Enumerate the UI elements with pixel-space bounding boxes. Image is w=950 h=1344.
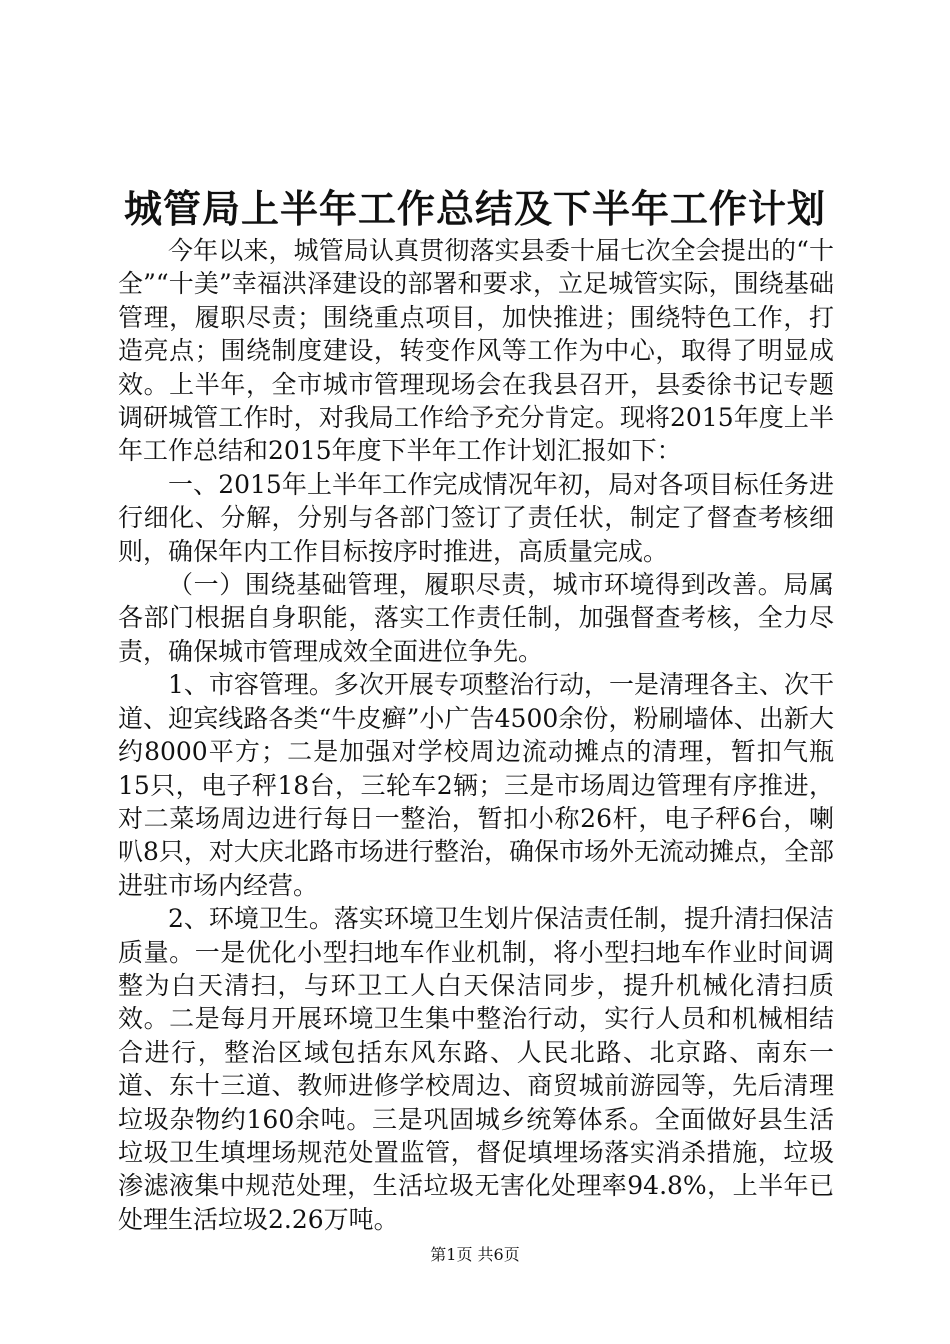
paragraph-city-appearance: 1、市容管理。多次开展专项整治行动，一是清理各主、次干道、迎宾线路各类“牛皮癣”小广告4500余份，粉刷墙体、出新大约8000平方；二是加强对学校周边流动摊点的清理，暂扣气瓶15只，电子秤18台，三轮车2辆；三是市场周边管理有序推进，对二菜场周边进行每日一整治，暂扣小称26杆，电子秤6台，喇叭8只，对大庆北路市场进行整治，确保市场外无流动摊点，全部进驻市场内经营。 xyxy=(118,670,834,900)
document-title: 城管局上半年工作总结及下半年工作计划 xyxy=(123,186,826,231)
page-footer xyxy=(0,1244,950,1266)
page-number-label: 第1页 共6页 xyxy=(430,1245,520,1264)
document-body xyxy=(118,234,834,1236)
paragraph-environmental-sanitation: 2、环境卫生。落实环境卫生划片保洁责任制，提升清扫保洁质量。一是优化小型扫地车作业机制，将小型扫地车作业时间调整为白天清扫，与环卫工人白天保洁同步，提升机械化清扫质效。二是每月开展环境卫生集中整治行动，实行人员和机械相结合进行，整治区域包括东风东路、人民北路、北京路、南东一道、东十三道、教师进修学校周边、商贸城前游园等，先后清理垃圾杂物约160余吨。三是巩固城乡统筹体系。全面做好县生活垃圾卫生填埋场规范处置监管，督促填埋场落实消杀措施，垃圾渗滤液集中规范处理，生活垃圾无害化处理率94.8%，上半年已处理生活垃圾2.26万吨。 xyxy=(118,904,834,1234)
paragraph-section-one: 一、2015年上半年工作完成情况年初，局对各项目标任务进行细化、分解，分别与各部门签订了责任状，制定了督查考核细则，确保年内工作目标按序时推进，高质量完成。 xyxy=(118,469,834,566)
paragraph-subsection-one: （一）围绕基础管理，履职尽责，城市环境得到改善。局属各部门根据自身职能，落实工作责任制，加强督查考核，全力尽责，确保城市管理成效全面进位争先。 xyxy=(118,570,834,666)
paragraph-intro: 今年以来，城管局认真贯彻落实县委十届七次全会提出的“十全”“十美”幸福洪泽建设的部署和要求，立足城管实际，围绕基础管理，履职尽责；围绕重点项目，加快推进；围绕特色工作，打造亮点；围绕制度建设，转变作风等工作为中心，取得了明显成效。上半年，全市城市管理现场会在我县召开，县委徐书记专题调研城管工作时，对我局工作给予充分肯定。现将2015年度上半年工作总结和2015年度下半年工作计划汇报如下： xyxy=(118,236,834,466)
